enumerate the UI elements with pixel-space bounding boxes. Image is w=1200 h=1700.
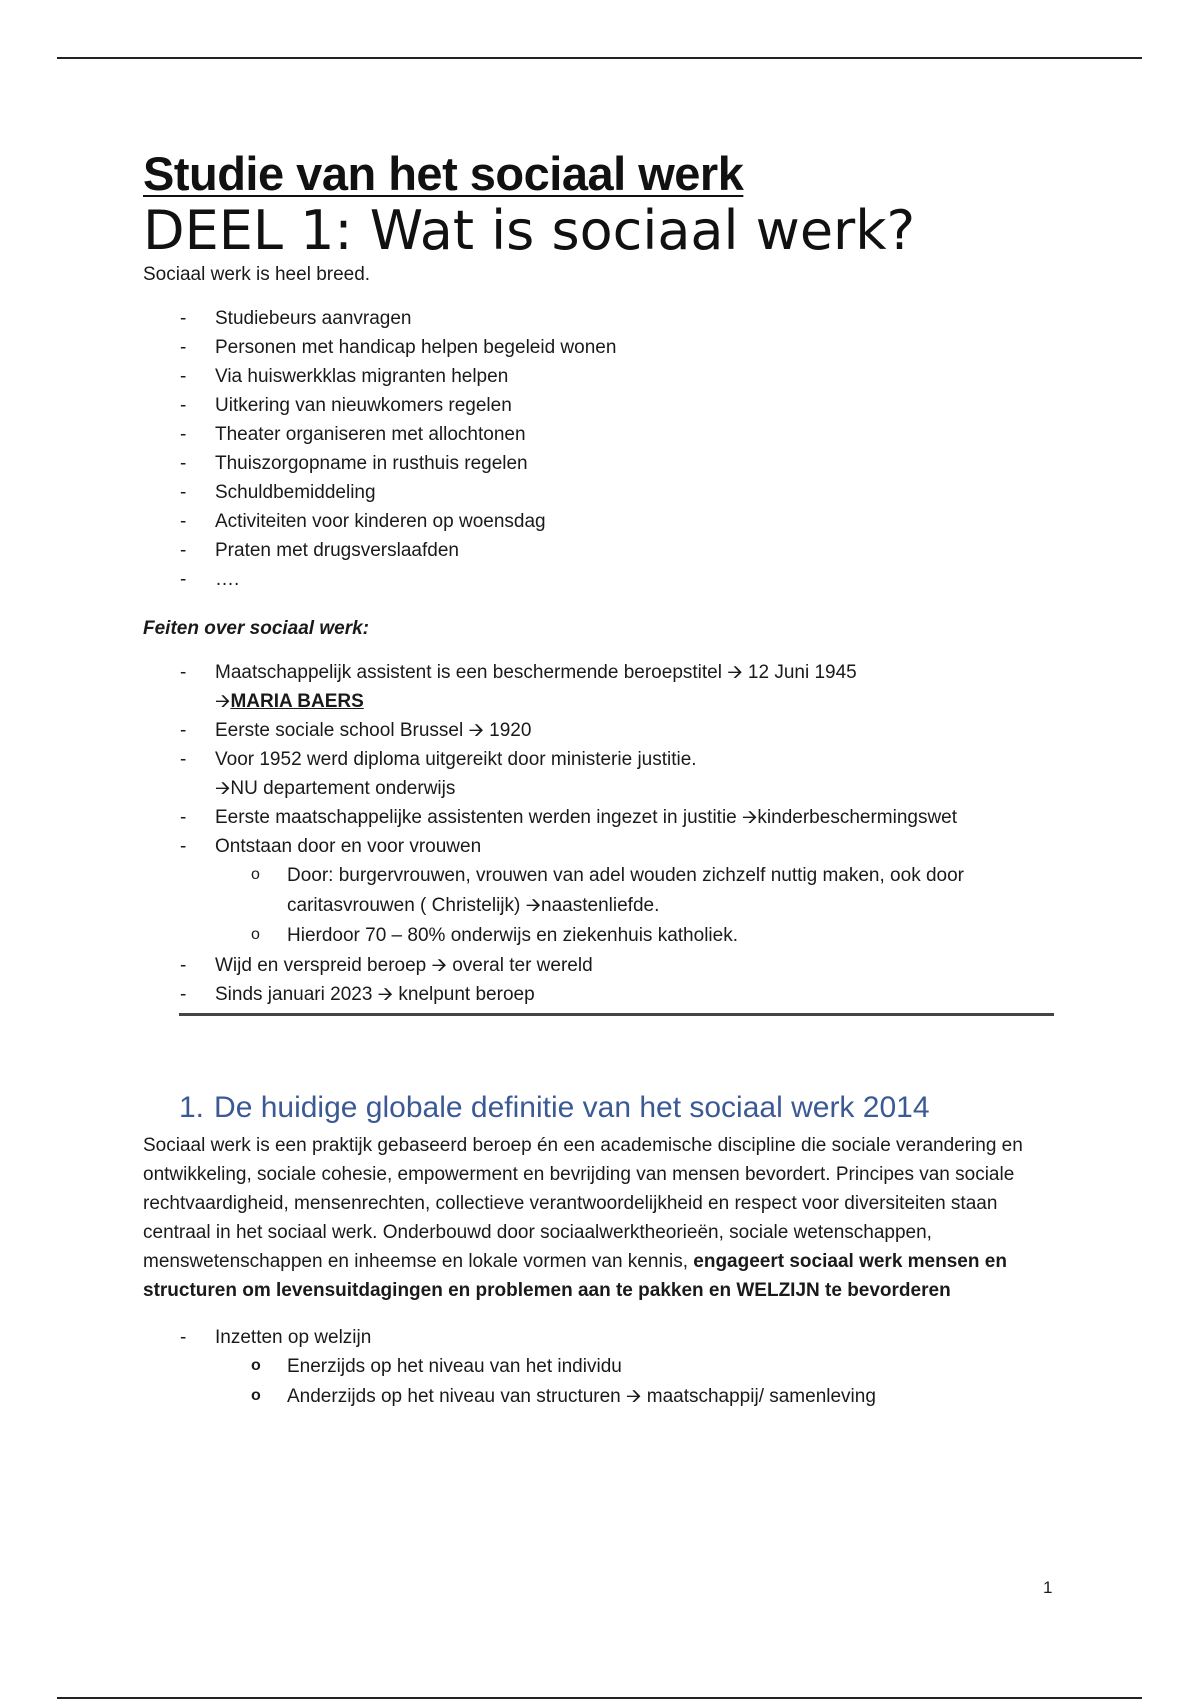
definition-text: Sociaal werk is een praktijk gebaseerd beroep én een academische discipline die sociale verandering en ontwikkeling, sociale cohesie, empowerment en bevrijding van mensen bevordert. Principes van sociale rechtvaardigheid, mensenrechten, collectieve verantwoordelijkheid en respect voor diversiteiten staan centraal in het sociaal werk. Onderbouwd door sociaalwerktheorieën, sociale wetenschappen, menswetenschappen en inheemse en lokale vormen van kennis, <box>143 1135 1023 1273</box>
list-item: - Eerste sociale school Brussel 🡪 1920 <box>215 716 1063 745</box>
highlighted-name: MARIA BAERS <box>230 691 364 713</box>
list-item: - Activiteiten voor kinderen op woensdag <box>215 507 1063 536</box>
sub-list-item: o Door: burgervrouwen, vrouwen van adel wouden zichzelf nuttig maken, ook door caritasvrouwen ( Christelijk) 🡪naastenliefde. <box>287 861 1063 921</box>
examples-list <box>143 304 1063 594</box>
sub-list-item: o Enerzijds op het niveau van het individu <box>287 1352 1063 1382</box>
page-content <box>143 148 1063 1412</box>
section-number: 1. <box>179 1091 205 1125</box>
section-heading <box>179 1091 1063 1125</box>
definition-bold-text: engageert sociaal werk mensen en structuren om levensuitdagingen en problemen aan te pakken en WELZIJN te bevorderen <box>143 1251 1007 1302</box>
facts-list <box>143 658 1063 1009</box>
sub-list-item: o Hierdoor 70 – 80% onderwijs en ziekenhuis katholiek. <box>287 921 1063 951</box>
arrow-icon: 🡪 <box>215 691 231 713</box>
list-item: - Uitkering van nieuwkomers regelen <box>215 391 1063 420</box>
fact-text: Maatschappelijk assistent is een beschermende beroepstitel 🡪 12 Juni 1945 <box>215 662 857 684</box>
sub-list-item: o Anderzijds op het niveau van structuren 🡪 maatschappij/ samenleving <box>287 1382 1063 1412</box>
fact-text: Voor 1952 werd diploma uitgereikt door ministerie justitie. <box>215 749 697 771</box>
definition-paragraph <box>143 1131 1063 1305</box>
document-title: Studie van het sociaal werk <box>143 147 744 200</box>
list-item <box>215 1323 1063 1412</box>
page-number: 1 <box>1043 1578 1053 1597</box>
list-item <box>215 658 1063 716</box>
intro-text: Sociaal werk is heel breed. <box>143 264 371 286</box>
sub-list <box>215 861 1063 951</box>
part-heading: DEEL 1: Wat is sociaal werk? <box>143 198 916 262</box>
footer-rule <box>57 1697 1142 1699</box>
list-item: - Wijd en verspreid beroep 🡪 overal ter wereld <box>215 951 1063 980</box>
header-rule <box>57 57 1142 59</box>
list-item <box>215 745 1063 803</box>
list-item: - Eerste maatschappelijke assistenten werden ingezet in justitie 🡪kinderbeschermingswet <box>215 803 1063 832</box>
section-title: De huidige globale definitie van het sociaal werk 2014 <box>214 1091 930 1125</box>
list-item: - Praten met drugsverslaafden <box>215 536 1063 565</box>
list-item: - Via huiswerkklas migranten helpen <box>215 362 1063 391</box>
fact-subtext: 🡪NU departement onderwijs <box>215 778 456 800</box>
list-item: - Personen met handicap helpen begeleid wonen <box>215 333 1063 362</box>
list-item: - Studiebeurs aanvragen <box>215 304 1063 333</box>
welzijn-list <box>143 1323 1063 1412</box>
fact-text: Ontstaan door en voor vrouwen <box>215 836 482 858</box>
list-item <box>215 832 1063 951</box>
list-item: - Thuiszorgopname in rusthuis regelen <box>215 449 1063 478</box>
list-item: - Schuldbemiddeling <box>215 478 1063 507</box>
bullet-text: Inzetten op welzijn <box>215 1327 372 1349</box>
facts-heading: Feiten over sociaal werk: <box>143 618 369 640</box>
list-item: - Sinds januari 2023 🡪 knelpunt beroep <box>215 980 1063 1009</box>
list-item: - …. <box>215 565 1063 594</box>
sub-list <box>215 1352 1063 1412</box>
section-divider <box>179 1013 1054 1016</box>
list-item: - Theater organiseren met allochtonen <box>215 420 1063 449</box>
